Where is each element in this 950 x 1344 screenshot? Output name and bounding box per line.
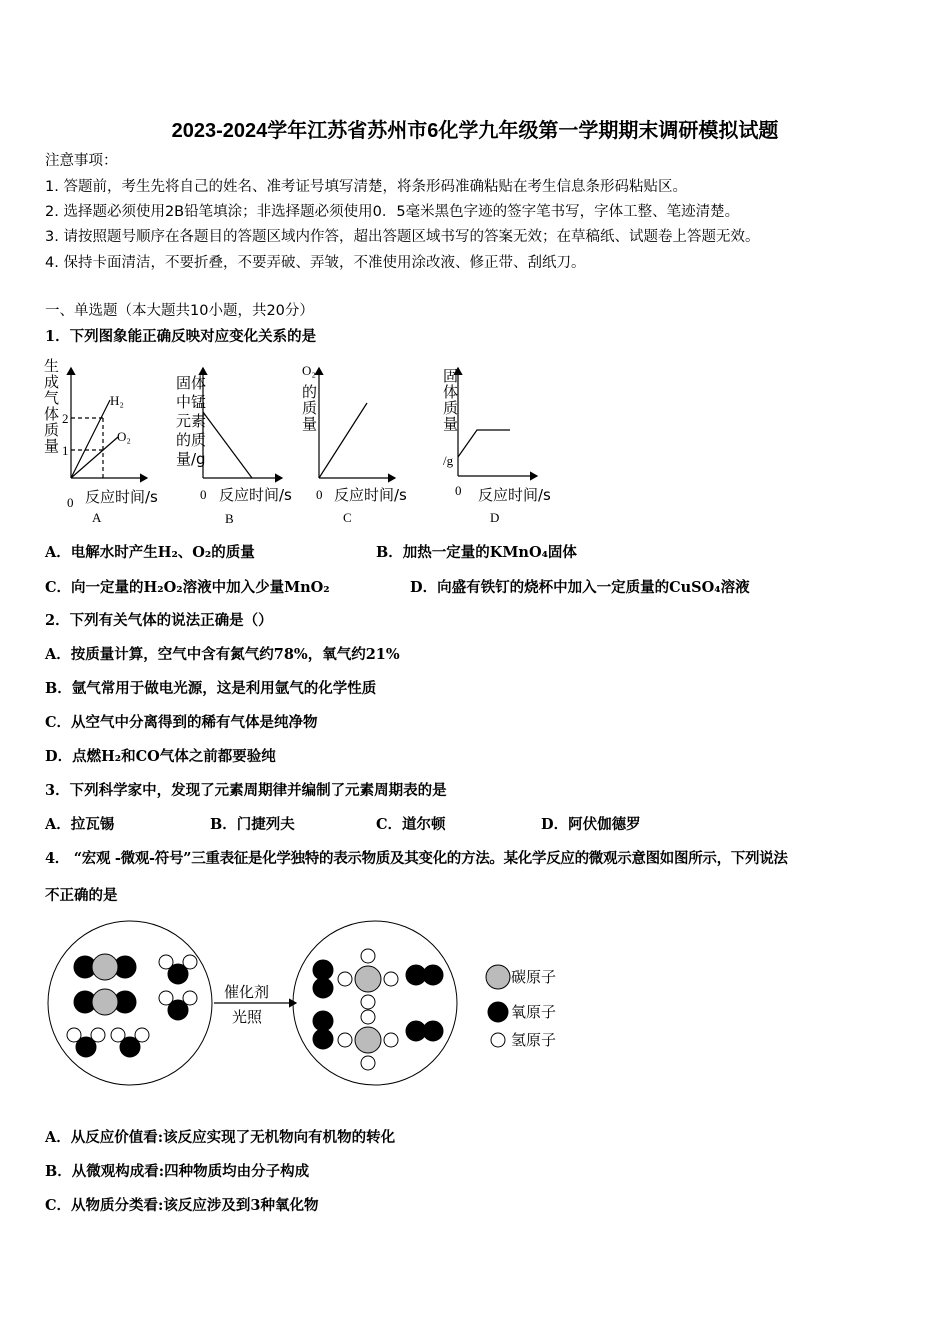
oxygen-legend-icon (488, 1002, 508, 1022)
o2-molecule (313, 1011, 333, 1049)
o2-molecule (313, 960, 333, 998)
q1-option-d: D．向盛有铁钉的烧杯中加入一定质量的CuSO₄溶液 (410, 579, 750, 596)
graph-a-letter: A (92, 510, 102, 525)
note-item: 2. 选择题必须使用2B铅笔填涂；非选择题必须使用0．5毫米黑色字迹的签字笔书写，字体工整、笔迹清楚。 (45, 204, 740, 220)
section-heading: 一、单选题（本大题共10小题，共20分） (45, 303, 314, 319)
graph-a-origin: 0 (67, 495, 74, 510)
condition-light: 光照 (232, 1008, 263, 1026)
q3-option-d: D．阿伏伽德罗 (541, 816, 641, 833)
graph-c-ylabel-top: O₂ (302, 363, 316, 378)
note-item: 1. 答题前，考生先将自己的姓名、准考证号填写清楚，将条形码准确粘贴在考生信息条形码粘贴区。 (45, 179, 687, 195)
q2-option-b: B．氩气常用于做电光源，这是利用氩气的化学性质 (45, 680, 377, 697)
carbon-legend-icon (486, 965, 510, 989)
graph-a-o2-label: O₂ (117, 429, 131, 444)
o2-molecule (406, 965, 443, 985)
note-item: 4. 保持卡面清洁，不要折叠，不要弄破、弄皱，不准使用涂改液、修正带、刮纸刀。 (45, 255, 586, 271)
h2o-molecule (159, 991, 197, 1020)
graph-a-tick-1: 1 (62, 443, 69, 458)
co2-molecule (74, 989, 136, 1015)
graph-b-ylabel: 固体中锰元素的质量/g (176, 374, 207, 468)
legend-carbon: 碳原子 (511, 968, 557, 986)
page-title: 2023-2024学年江苏省苏州市6化学九年级第一学期期末调研模拟试题 (171, 120, 779, 142)
q1-option-a: A．电解水时产生H₂、O₂的质量 (45, 544, 255, 561)
q3-option-b: B．门捷列夫 (210, 816, 295, 833)
o2-molecule (406, 1021, 443, 1041)
legend-hydrogen: 氢原子 (511, 1031, 557, 1049)
graph-d-origin: 0 (455, 483, 462, 498)
graph-c-letter: C (343, 510, 352, 525)
q2-stem: 2．下列有关气体的说法正确是（） (45, 612, 273, 629)
graph-b-xlabel: 反应时间/s (219, 486, 292, 504)
q4-option-c: C．从物质分类看:该反应涉及到3种氧化物 (45, 1197, 319, 1214)
q4-stem-line2: 不正确的是 (45, 887, 118, 904)
graph-c-origin: 0 (316, 487, 323, 502)
graph-c-ylabel: 的质量 (300, 384, 318, 432)
graph-a-ylabel: 生成气体质量 (42, 358, 60, 454)
graph-d-yunit: /g (443, 453, 454, 468)
q1-option-c: C．向一定量的H₂O₂溶液中加入少量MnO₂ (45, 579, 330, 596)
h2o-molecule (67, 1028, 105, 1057)
ch4-molecule (338, 949, 398, 1009)
notes-heading: 注意事项： (45, 153, 118, 169)
hydrogen-legend-icon (491, 1033, 505, 1047)
q4-stem-line1: 4． “宏观 -微观-符号”三重表征是化学独特的表示物质及其变化的方法。某化学反应的微观示意图如图所示，下列说法 (45, 850, 788, 867)
graph-a-h2-label: H₂ (110, 393, 124, 408)
h2o-molecule (159, 955, 197, 984)
graph-b-origin: 0 (200, 487, 207, 502)
graph-b-letter: B (225, 511, 234, 526)
note-item: 3. 请按照题号顺序在各题目的答题区域内作答，超出答题区域书写的答案无效；在草稿纸、试题卷上答题无效。 (45, 229, 760, 245)
q1-stem: 1．下列图象能正确反映对应变化关系的是 (45, 328, 317, 345)
graph-d-xlabel: 反应时间/s (478, 486, 551, 504)
h2o-molecule (111, 1028, 149, 1057)
graph-d-ylabel: 固体质量 (441, 368, 459, 432)
q3-option-a: A．拉瓦锡 (45, 816, 115, 833)
graph-c-xlabel: 反应时间/s (334, 486, 407, 504)
co2-molecule (74, 954, 136, 980)
q2-option-c: C．从空气中分离得到的稀有气体是纯净物 (45, 714, 318, 731)
q3-option-c: C．道尔顿 (376, 816, 446, 833)
legend-oxygen: 氧原子 (511, 1003, 557, 1021)
ch4-molecule (338, 1010, 398, 1070)
graph-a-xlabel: 反应时间/s (85, 488, 158, 506)
q4-option-a: A．从反应价值看:该反应实现了无机物向有机物的转化 (45, 1129, 396, 1146)
q1-option-b: B．加热一定量的KMnO₄固体 (376, 544, 577, 561)
condition-catalyst: 催化剂 (224, 983, 270, 1001)
q3-stem: 3．下列科学家中，发现了元素周期律并编制了元素周期表的是 (45, 782, 447, 799)
graph-d-letter: D (490, 510, 500, 525)
q2-option-a: A．按质量计算，空气中含有氮气约78%，氧气约21% (45, 646, 400, 663)
q4-option-b: B．从微观构成看:四种物质均由分子构成 (45, 1163, 310, 1180)
graph-a-tick-2: 2 (62, 411, 69, 426)
q2-option-d: D．点燃H₂和CO气体之前都要验纯 (45, 748, 276, 765)
